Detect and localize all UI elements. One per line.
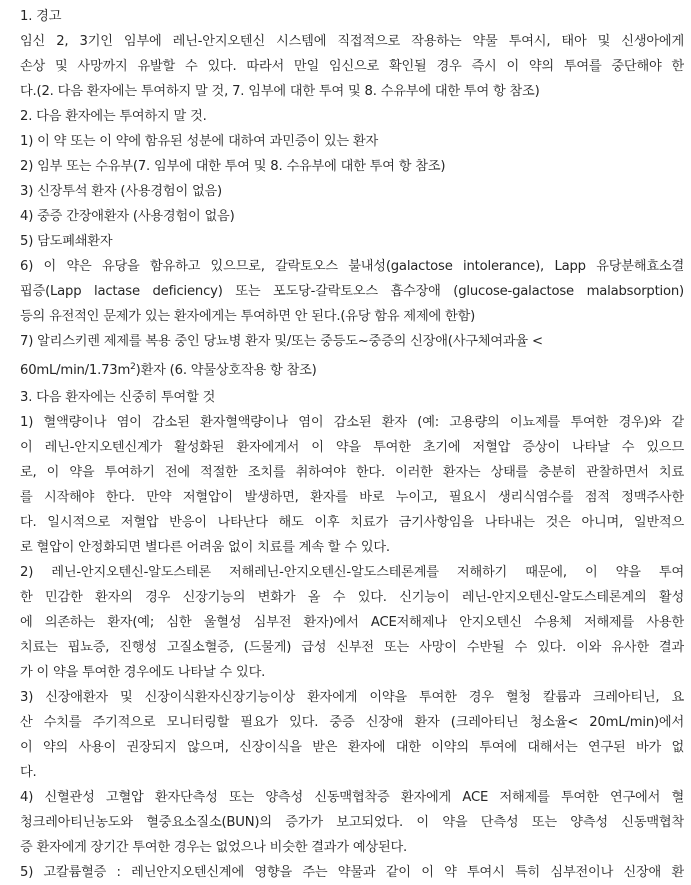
text-line: 증 환자에게 장기간 투여한 경우는 없었으나 비슷한 결과가 예상된다. (20, 840, 408, 855)
text-line: 3. 다음 환자에는 신중히 투여할 것 (20, 390, 216, 405)
text-line: 1) 혈액량이나 염이 감소된 환자혈액량이나 염이 감소된 환자 (예: 고용량의 이뇨제를 투여한 경우)와 같 (20, 415, 684, 430)
text-line: 치료는 핍뇨증, 진행성 고질소혈증, (드물게) 급성 신부전 또는 사망이 수반될 수 있다. 이와 유사한 결과 (20, 640, 684, 655)
text-line: 로, 이 약을 투여하기 전에 적절한 조치를 취하여야 한다. 이러한 환자는 상태를 충분히 관찰하면서 치료 (20, 465, 684, 480)
text-line: 5) 고칼륨혈증 : 레닌안지오텐신계에 영향을 주는 약물과 같이 이 약 투여시 특히 심부전이나 신장애 환 (20, 865, 684, 880)
text-line: 이 레닌-안지오텐신계가 활성화된 환자에게서 이 약을 투여한 초기에 저혈압 증상이 나타날 수 있으므 (20, 440, 684, 455)
text-line: 4) 중증 간장애환자 (사용경험이 없음) (20, 209, 235, 224)
text-line: 다.(2. 다음 환자에는 투여하지 말 것, 7. 임부에 대한 투여 및 8. 수유부에 대한 투여 항 참조) (20, 84, 540, 99)
text-line: 가 이 약을 투여한 경우에도 나타날 수 있다. (20, 665, 266, 680)
text-line: 5) 담도폐쇄환자 (20, 234, 113, 249)
text-line: 2) 임부 또는 수유부(7. 임부에 대한 투여 및 8. 수유부에 대한 투여 항 참조) (20, 159, 446, 174)
text-line (20, 354, 684, 385)
text-line: 손상 및 사망까지 유발할 수 있다. 따라서 만일 임신으로 확인될 경우 즉시 이 약의 투여를 중단해야 한 (20, 59, 684, 74)
text-line: 1) 이 약 또는 이 약에 함유된 성분에 대하여 과민증이 있는 환자 (20, 134, 378, 149)
text-line: 로 혈압이 안정화되면 별다른 어려움 없이 치료를 계속 할 수 있다. (20, 540, 390, 555)
text-line: 다. 일시적으로 저혈압 반응이 나타난다 해도 이후 치료가 금기사항임을 나타내는 것은 아니며, 일반적으 (20, 515, 684, 530)
superscript: 2 (130, 362, 136, 372)
text-line: 에 의존하는 환자(예; 심한 울혈성 심부전 환자)에서 ACE저해제나 안지오텐신 수용체 저해제를 사용한 (20, 615, 684, 630)
text-line: 2. 다음 환자에는 투여하지 말 것. (20, 109, 207, 124)
text-line: 다. (20, 765, 37, 780)
text-line: 3) 신장애환자 및 신장이식환자신장기능이상 환자에게 이약을 투여한 경우 혈청 칼륨과 크레아티닌, 요 (20, 690, 684, 705)
text-line: 를 시작해야 한다. 만약 저혈압이 발생하면, 환자를 바로 누이고, 필요시 생리식염수를 점적 정맥주사한 (20, 490, 684, 505)
text-line: 산 수치를 주기적으로 모니터링할 필요가 있다. 중증 신장애 환자 (크레아티닌 청소율< 20mL/min)에서 (20, 715, 684, 730)
text-line: 7) 알리스키렌 제제를 복용 중인 당뇨병 환자 및/또는 중등도~중증의 신장애(사구체여과율 < (20, 334, 543, 349)
text-segment: )환자 (6. 약물상호작용 항 참조) (135, 363, 317, 378)
text-line: 한 민감한 환자의 경우 신장기능의 변화가 올 수 있다. 신기능이 레닌-안지오텐신-알도스테론계의 활성 (20, 590, 684, 605)
text-line: 4) 신혈관성 고혈압 환자단측성 또는 양측성 신동맥협착증 환자에게 ACE 저해제를 투여한 연구에서 혈 (20, 790, 684, 805)
text-line: 이 약의 사용이 권장되지 않으며, 신장이식을 받은 환자에 대한 이약의 투여에 대해서는 연구된 바가 없 (20, 740, 684, 755)
text-line: 3) 신장투석 환자 (사용경험이 없음) (20, 184, 223, 199)
text-line: 6) 이 약은 유당을 함유하고 있으므로, 갈락토오스 불내성(galactose intolerance), Lapp 유당분해효소결 (20, 259, 684, 274)
text-line: 2) 레닌-안지오텐신-알도스테론 저해레닌-안지오텐신-알도스테론계를 저해하기 때문에, 이 약을 투여 (20, 565, 684, 580)
text-segment: 60mL/min/1.73m (20, 363, 131, 378)
text-line: 임신 2, 3기인 임부에 레닌-안지오텐신 시스템에 직접적으로 작용하는 약물 투여시, 태아 및 신생아에게 (20, 34, 684, 49)
document-body (20, 4, 684, 885)
text-line: 핍증(Lapp lactase deficiency) 또는 포도당-갈락토오스 흡수장애 (glucose-galactose malabsorption) (20, 284, 684, 299)
text-line: 등의 유전적인 문제가 있는 환자에게는 투여하면 안 된다.(유당 함유 제제에 한함) (20, 309, 476, 324)
text-line: 청크레아티닌농도와 혈중요소질소(BUN)의 증가가 보고되었다. 이 약을 단측성 또는 양측성 신동맥협착 (20, 815, 684, 830)
text-line: 1. 경고 (20, 9, 62, 24)
